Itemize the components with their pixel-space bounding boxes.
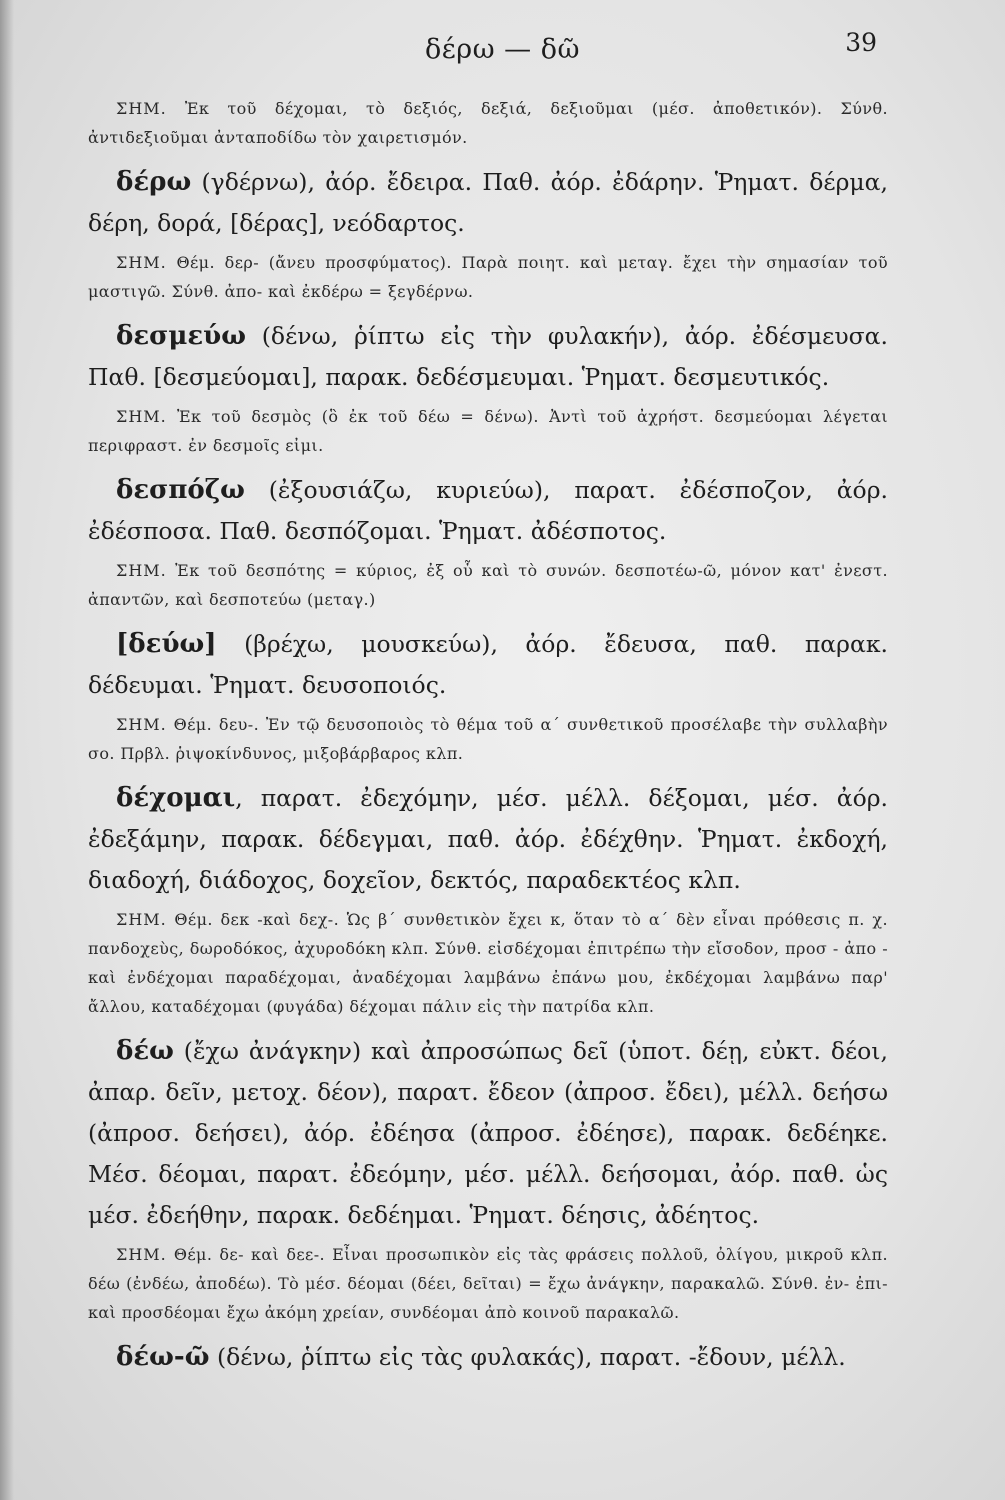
note-label: ΣΗΜ. (116, 99, 167, 118)
dictionary-entry (88, 470, 888, 552)
entry-lemma: δέρω (116, 167, 192, 197)
entry-lemma: δέω-ῶ (116, 1342, 210, 1372)
entry-lemma: δεσπόζω (116, 475, 245, 505)
dictionary-entry (88, 624, 888, 706)
running-head: δέρω — δῶ (424, 34, 581, 65)
note-paragraph (88, 1240, 888, 1327)
dictionary-text (88, 92, 888, 1382)
entry-text: (ἔχω ἀνάγκην) καὶ ἀπροσώπως δεῖ (ὑποτ. δέῃ, εὐκτ. δέοι, ἀπαρ. δεῖν, μετοχ. δέον), παρατ. ἔδεον (ἀπροσ. ἔδει), μέλλ. δεήσω (ἀπροσ. δεήσει), ἀόρ. ἐδέησα (ἀπροσ. ἐδέησε), παρακ. δεδέηκε. Μέσ. δέομαι, παρατ. ἐδεόμην, μέσ. μέλλ. δεήσομαι, ἀόρ. παθ. ὡς μέσ. ἐδεήθην, παρακ. δεδέημαι. Ῥηματ. δέησις, ἀδέητος. (88, 1037, 888, 1229)
entry-text: (δένω, ῥίπτω εἰς τὰς φυλακάς), παρατ. -ἔδουν, μέλλ. (216, 1343, 846, 1371)
entry-lemma: δέχομαι (116, 783, 236, 813)
dictionary-entry (88, 316, 888, 398)
note-paragraph (88, 248, 888, 306)
page-edge-shadow (0, 0, 14, 1500)
note-text: Ἐκ τοῦ δεσμὸς (ὃ ἐκ τοῦ δέω = δένω). Ἀντὶ τοῦ ἀχρήστ. δεσμεύομαι λέγεται περιφραστ. ἐν δεσμοῖς εἰμι. (88, 407, 888, 455)
note-label: ΣΗΜ. (116, 561, 167, 580)
note-label: ΣΗΜ. (116, 253, 167, 272)
note-paragraph (88, 710, 888, 768)
note-paragraph (88, 94, 888, 152)
note-text: Ἐκ τοῦ δεσπότης = κύριος, ἐξ οὗ καὶ τὸ συνών. δεσποτέω-ῶ, μόνον κατ' ἐνεστ. ἀπαντῶν, καὶ δεσποτεύω (μεταγ.) (88, 561, 888, 609)
entry-text: (ἐξουσιάζω, κυριεύω), παρατ. ἐδέσποζον, ἀόρ. ἐδέσποσα. Παθ. δεσπόζομαι. Ῥηματ. ἀδέσποτος. (88, 476, 888, 545)
entry-text: , παρατ. ἐδεχόμην, μέσ. μέλλ. δέξομαι, μέσ. ἀόρ. ἐδεξάμην, παρακ. δέδεγμαι, παθ. ἀόρ. ἐδέχθην. Ῥηματ. ἐκδοχή, διαδοχή, διάδοχος, δοχεῖον, δεκτός, παραδεκτέος κλπ. (88, 784, 888, 894)
dictionary-entry (88, 1337, 888, 1378)
entry-text: (δένω, ῥίπτω εἰς τὴν φυλακήν), ἀόρ. ἐδέσμευσα. Παθ. [δεσμεύομαι], παρακ. δεδέσμευμαι. Ῥηματ. δεσμευτικός. (88, 322, 888, 391)
dictionary-entry (88, 1031, 888, 1236)
note-text: Θέμ. δευ-. Ἐν τῷ δευσοποιὸς τὸ θέμα τοῦ α΄ συνθετικοῦ προσέλαβε τὴν συλλαβὴν σο. Πρβλ. ῥιψοκίνδυνος, μιξοβάρβαρος κλπ. (88, 715, 888, 763)
page-number: 39 (845, 28, 877, 57)
note-paragraph (88, 905, 888, 1021)
note-text: Θέμ. δε- καὶ δεε-. Εἶναι προσωπικὸν εἰς τὰς φράσεις πολλοῦ, ὀλίγου, μικροῦ κλπ. δέω (ἐνδέω, ἀποδέω). Τὸ μέσ. δέομαι (δέει, δεῖται) = ἔχω ἀνάγκην, παρακαλῶ. Σύνθ. ἐν- ἐπι- καὶ προσδέομαι ἔχω ἀκόμη χρείαν, συνδέομαι ἀπὸ κοινοῦ παρακαλῶ. (88, 1245, 888, 1322)
dictionary-entry (88, 778, 888, 901)
note-paragraph (88, 402, 888, 460)
entry-text: (γδέρνω), ἀόρ. ἔδειρα. Παθ. ἀόρ. ἐδάρην. Ῥηματ. δέρμα, δέρη, δορά, [δέρας], νεόδαρτος. (88, 168, 888, 237)
entry-text: (βρέχω, μουσκεύω), ἀόρ. ἔδευσα, παθ. παρακ. δέδευμαι. Ῥηματ. δευσοποιός. (88, 630, 888, 699)
note-label: ΣΗΜ. (116, 715, 167, 734)
entry-lemma: δεσμεύω (116, 321, 246, 351)
note-text: Θέμ. δερ- (ἄνευ προσφύματος). Παρὰ ποιητ. καὶ μεταγ. ἔχει τὴν σημασίαν τοῦ μαστιγῶ. Σύνθ. ἀπο- καὶ ἐκδέρω = ξεγδέρνω. (88, 253, 888, 301)
entry-lemma: δέω (116, 1036, 174, 1066)
entry-lemma: [δεύω] (116, 629, 217, 659)
note-label: ΣΗΜ. (116, 1245, 167, 1264)
note-label: ΣΗΜ. (116, 407, 167, 426)
note-label: ΣΗΜ. (116, 910, 167, 929)
dictionary-entry (88, 162, 888, 244)
note-text: Ἐκ τοῦ δέχομαι, τὸ δεξιός, δεξιά, δεξιοῦμαι (μέσ. ἀποθετικόν). Σύνθ. ἀντιδεξιοῦμαι ἀνταποδίδω τὸν χαιρετισμόν. (88, 99, 888, 147)
note-paragraph (88, 556, 888, 614)
note-text: Θέμ. δεκ -καὶ δεχ-. Ὡς β΄ συνθετικὸν ἔχει κ, ὅταν τὸ α΄ δὲν εἶναι πρόθεσις π. χ. πανδοχεὺς, δωροδόκος, ἀχυροδόκη κλπ. Σύνθ. εἰσδέχομαι ἐπιτρέπω τὴν εἴσοδον, προσ - ἀπο - καὶ ἐνδέχομαι παραδέχομαι, ἀναδέχομαι λαμβάνω ἐπάνω μου, ἐκδέχομαι λαμβάνω παρ' ἄλλου, καταδέχομαι (φυγάδα) δέχομαι πάλιν εἰς τὴν πατρίδα κλπ. (88, 910, 888, 1016)
